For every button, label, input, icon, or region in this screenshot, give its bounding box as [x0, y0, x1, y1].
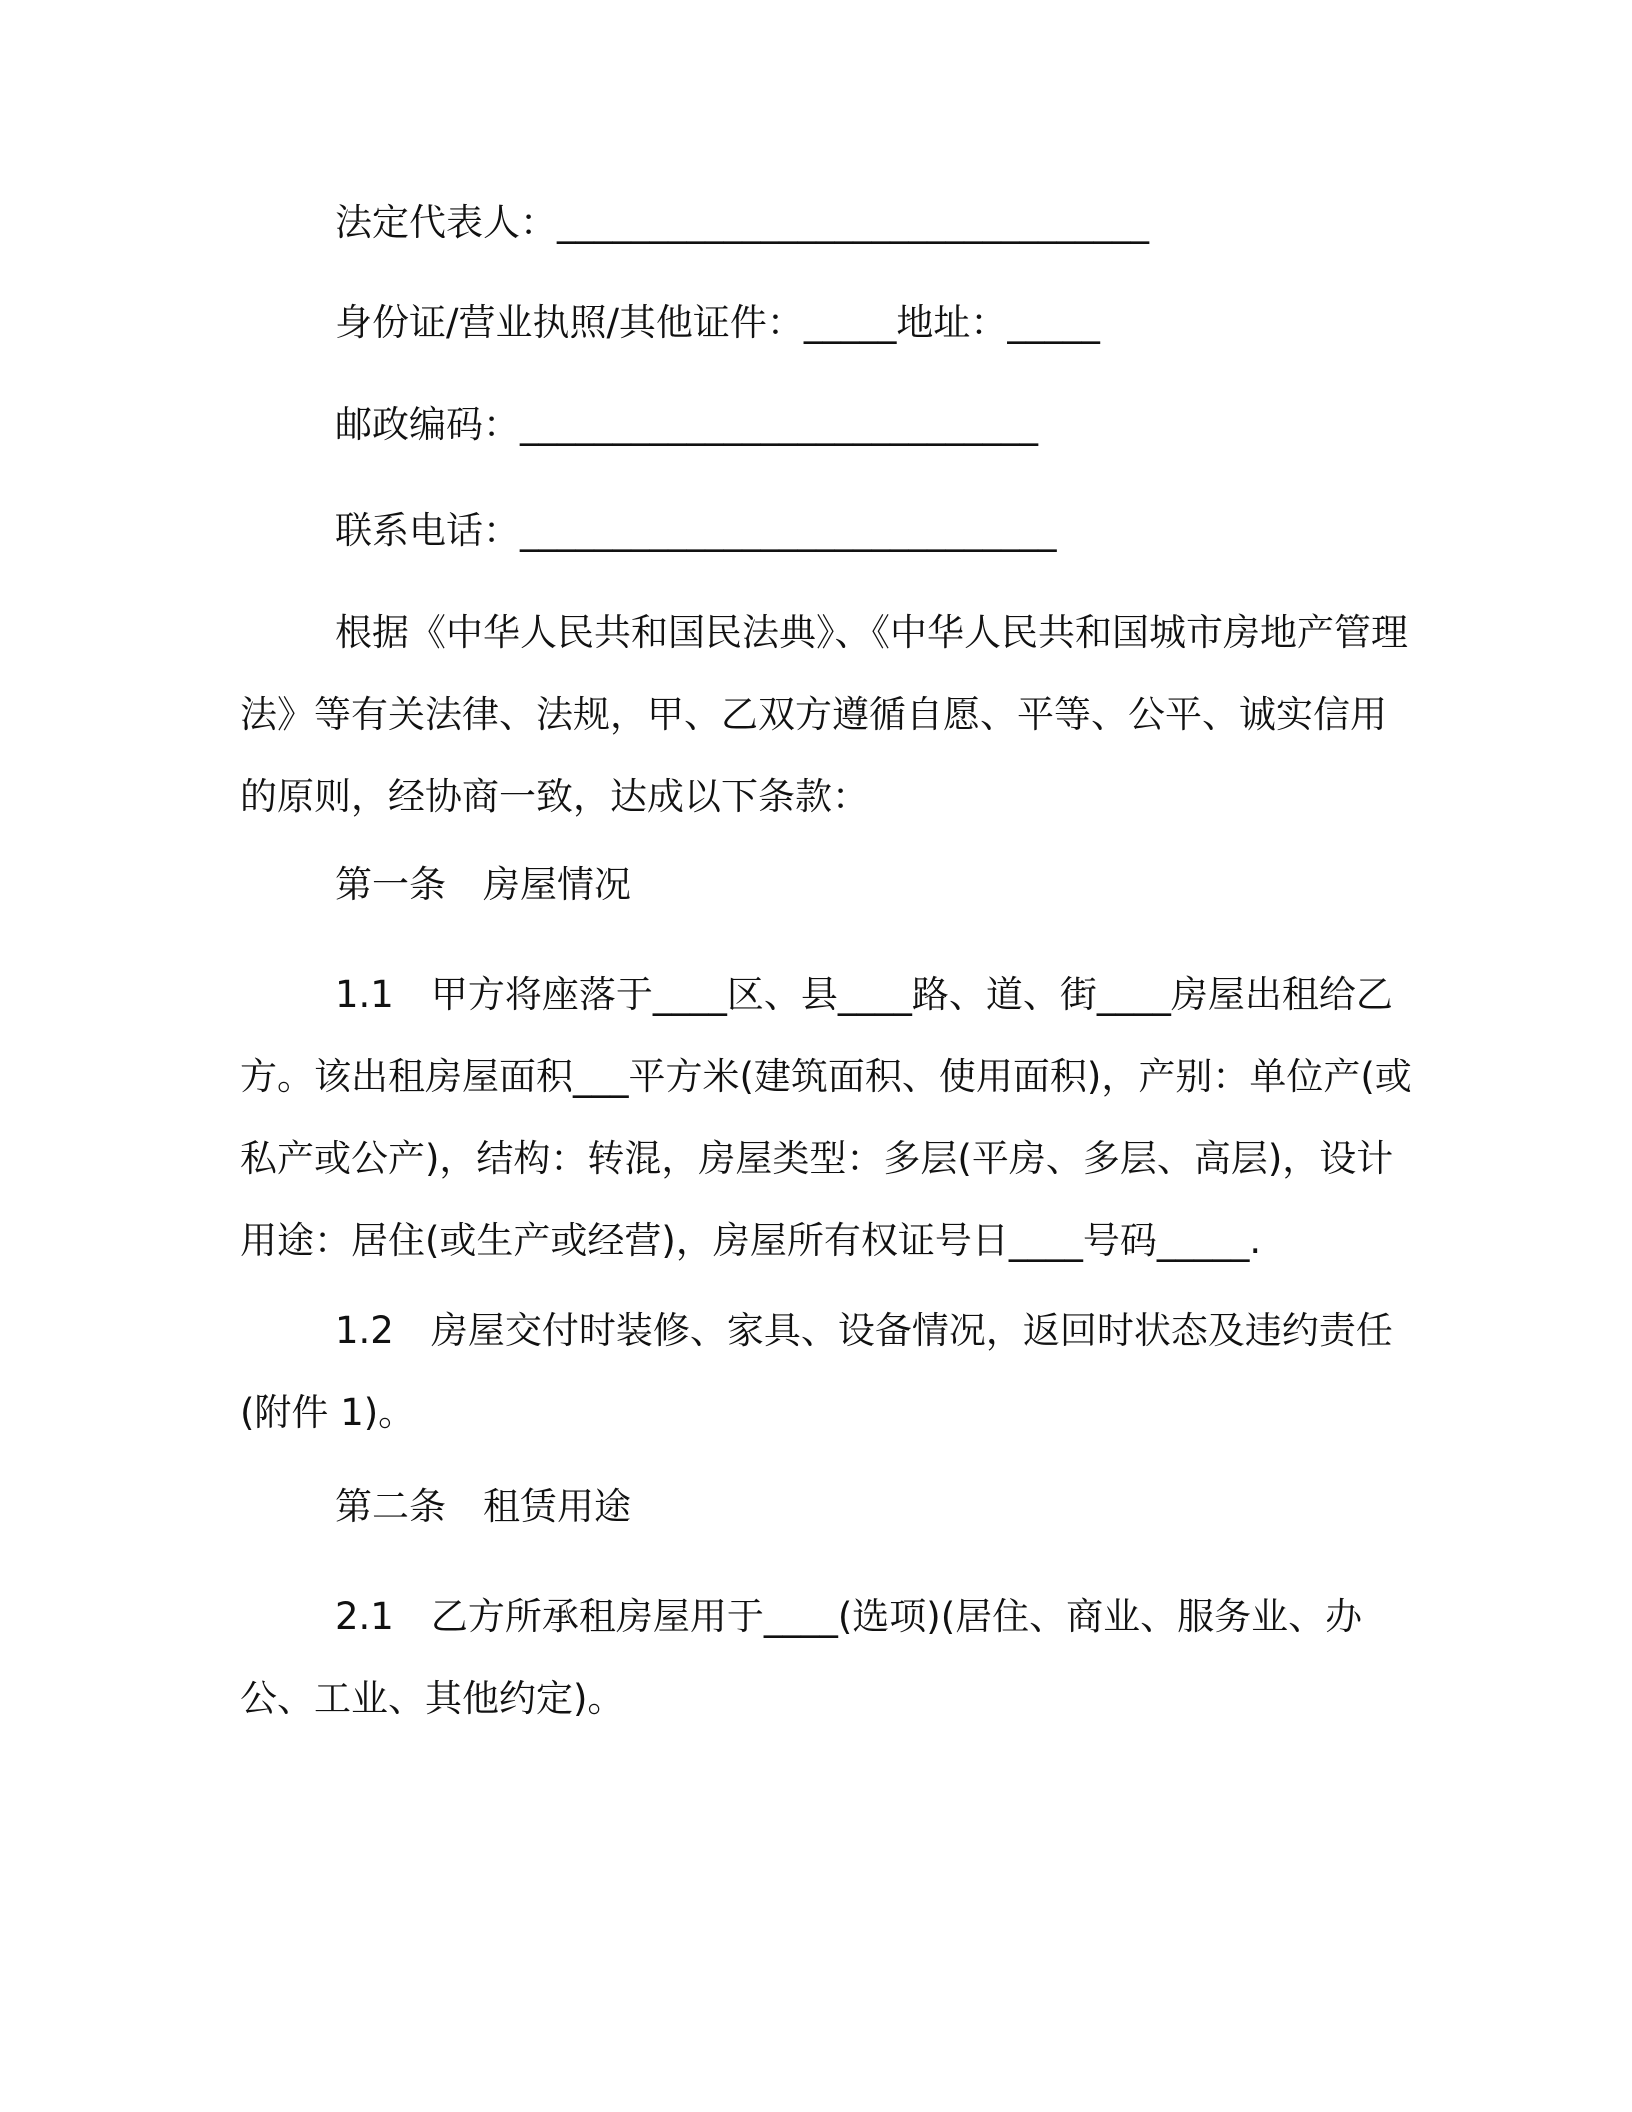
clause-2-1: 2.1 乙方所承租房屋用于____(选项)(居住、商业、服务业、办公、工业、其他约定)。 [240, 1595, 1363, 1720]
preamble-paragraph: 根据《中华人民共和国民法典》、《中华人民共和国城市房地产管理法》等有关法律、法规，甲、乙双方遵循自愿、平等、公平、诚实信用的原则，经协商一致，达成以下条款： [240, 611, 1408, 818]
id-address-field: 身份证/营业执照/其他证件：_____地址：_____ [335, 301, 1100, 344]
phone-field: 联系电话：_____________________________ [335, 509, 1057, 552]
legal-representative-field: 法定代表人：________________________________ [335, 201, 1149, 244]
clause-1-1: 1.1 甲方将座落于____区、县____路、道、街____房屋出租给乙方。该出租房屋面积___平方米(建筑面积、使用面积)，产别：单位产(或私产或公产)，结构：转混，房屋类型：多层(平房、多层、高层)，设计用途：居住(或生产或经营)，房屋所有权证号日____号码_____. [240, 973, 1412, 1262]
article-2-heading: 第二条 租赁用途 [335, 1485, 631, 1528]
article-1-heading: 第一条 房屋情况 [335, 863, 631, 906]
postal-code-field: 邮政编码：____________________________ [335, 403, 1038, 446]
clause-1-2: 1.2 房屋交付时装修、家具、设备情况，返回时状态及违约责任(附件 1)。 [240, 1309, 1393, 1434]
